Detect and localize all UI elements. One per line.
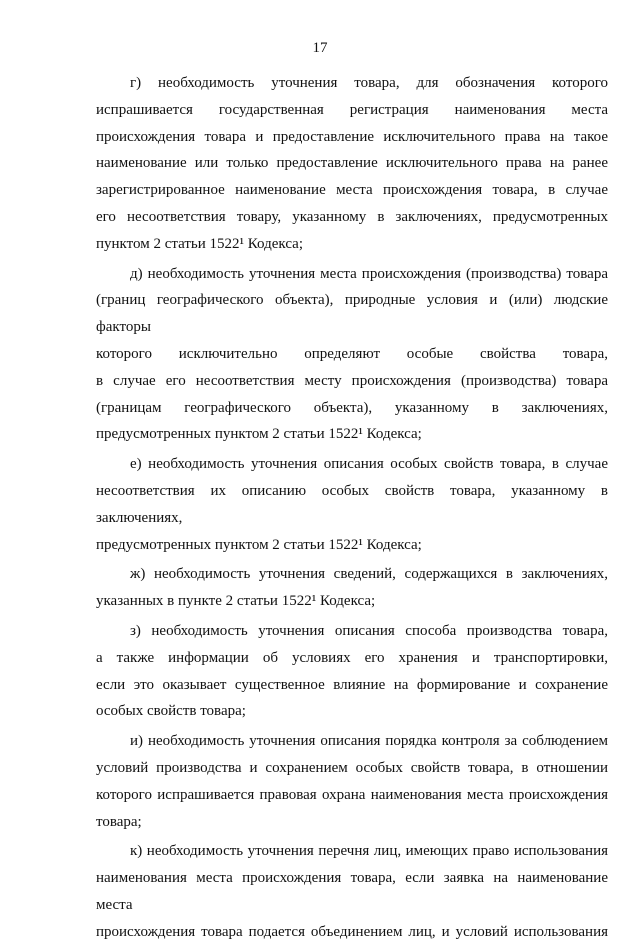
text-line: происхождения товара и предоставление исключительного права на такое bbox=[96, 128, 608, 145]
text-line: к) необходимость уточнения перечня лиц, имеющих право использования bbox=[130, 843, 608, 860]
text-line: з) необходимость уточнения описания способа производства товара, bbox=[130, 622, 608, 639]
text-line: и) необходимость уточнения описания порядка контроля за соблюдением bbox=[130, 733, 608, 750]
text-line: предусмотренных пунктом 2 статьи 1522¹ Кодекса; bbox=[96, 536, 422, 553]
text-line: наименование или только предоставление исключительного права на ранее bbox=[96, 155, 608, 172]
text-line: товара; bbox=[96, 813, 142, 830]
text-line: условий производства и сохранением особых свойств товара, в отношении bbox=[96, 759, 608, 776]
paragraph-i bbox=[96, 728, 608, 835]
text-line: (границ географического объекта), природные условия и (или) людские факторы bbox=[96, 292, 608, 336]
text-line: его несоответствия товару, указанному в заключениях, предусмотренных bbox=[96, 208, 608, 225]
paragraph-g bbox=[96, 70, 608, 258]
text-line: пунктом 2 статьи 1522¹ Кодекса; bbox=[96, 235, 303, 252]
page-number: 17 bbox=[312, 40, 328, 56]
text-line: которого испрашивается правовая охрана наименования места происхождения bbox=[96, 786, 608, 803]
paragraph-k bbox=[96, 838, 608, 945]
text-line: ж) необходимость уточнения сведений, содержащихся в заключениях, bbox=[130, 566, 608, 583]
text-line: е) необходимость уточнения описания особых свойств товара, в случае bbox=[130, 456, 608, 473]
text-line: (границам географического объекта), указанному в заключениях, bbox=[96, 399, 608, 416]
text-line: наименования места происхождения товара, если заявка на наименование места bbox=[96, 870, 608, 913]
text-line: испрашивается государственная регистрация наименования места bbox=[96, 101, 608, 118]
text-line: если это оказывает существенное влияние на формирование и сохранение bbox=[96, 676, 608, 693]
text-line: предусмотренных пунктом 2 статьи 1522¹ Кодекса; bbox=[96, 426, 422, 443]
text-line: происхождения товара подается объединением лиц, и условий использования bbox=[96, 923, 608, 940]
text-line: которого исключительно определяют особые свойства товара, bbox=[96, 345, 608, 362]
paragraph-d bbox=[96, 261, 608, 449]
paragraph-e bbox=[96, 451, 608, 558]
paragraph-z bbox=[96, 618, 608, 725]
document-body bbox=[96, 70, 608, 949]
text-line: г) необходимость уточнения товара, для обозначения которого bbox=[130, 75, 608, 91]
text-line: особых свойств товара; bbox=[96, 703, 246, 720]
paragraph-zh bbox=[96, 561, 608, 615]
text-line: несоответствия их описанию особых свойств товара, указанному в заключениях, bbox=[96, 482, 608, 526]
text-line: д) необходимость уточнения места происхождения (производства) товара bbox=[130, 265, 608, 282]
text-line: в случае его несоответствия месту происхождения (производства) товара bbox=[96, 372, 608, 389]
text-line: указанных в пункте 2 статьи 1522¹ Кодекса; bbox=[96, 593, 376, 610]
text-line: зарегистрированное наименование места происхождения товара, в случае bbox=[96, 182, 608, 199]
text-line: а также информации об условиях его хранения и транспортировки, bbox=[96, 649, 608, 666]
